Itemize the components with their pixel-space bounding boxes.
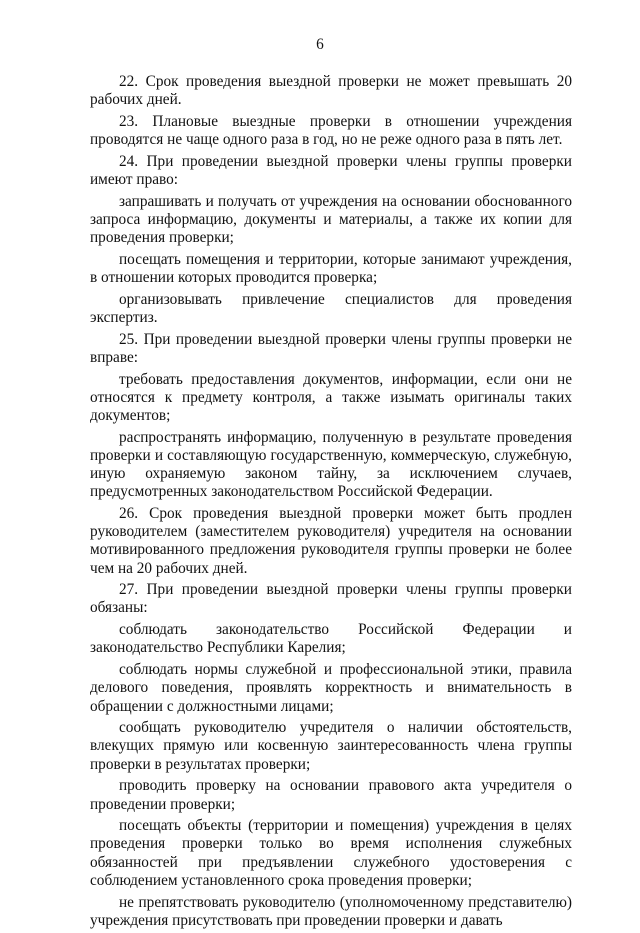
paragraph-24-item-request: запрашивать и получать от учреждения на основании обоснованного запроса информацию, документы и материалы, а также их копии для проведения проверки; <box>90 192 572 247</box>
paragraph-27-item-law: соблюдать законодательство Российской Федерации и законодательство Республики Карелия; <box>90 621 572 657</box>
paragraph-27-item-legal-act: проводить проверку на основании правового акта учредителя о проведении проверки; <box>90 777 572 813</box>
paragraph-27-item-ethics: соблюдать нормы служебной и профессиональной этики, правила делового поведения, проявлять корректность и внимательность в обращении с должностными лицами; <box>90 661 572 715</box>
page-number: 6 <box>316 36 324 53</box>
paragraph-24: 24. При проведении выездной проверки члены группы проверки имеют право: <box>90 152 572 189</box>
paragraph-24-item-experts: организовывать привлечение специалистов для проведения экспертиз. <box>90 290 572 326</box>
paragraph-27-item-interest: сообщать руководителю учредителя о наличии обстоятельств, влекущих прямую или косвенную заинтересованность члена группы проверки в результатах проверки; <box>90 719 572 773</box>
document-body <box>90 73 572 933</box>
paragraph-23: 23. Плановые выездные проверки в отношении учреждения проводятся не чаще одного раза в год, но не реже одного раза в пять лет. <box>90 112 572 149</box>
paragraph-27-item-presence: не препятствовать руководителю (уполномоченному представителю) учреждения присутствовать при проведении проверки и давать <box>90 893 572 929</box>
paragraph-25-item-disclose: распространять информацию, полученную в результате проведения проверки и составляющую государственную, коммерческую, служебную, иную охраняемую законом тайну, за исключением случаев, предусмотренных законодательством Российской Федерации. <box>90 428 572 501</box>
paragraph-25: 25. При проведении выездной проверки члены группы проверки не вправе: <box>90 330 572 366</box>
paragraph-22: 22. Срок проведения выездной проверки не может превышать 20 рабочих дней. <box>90 73 572 109</box>
paragraph-25-item-demand: требовать предоставления документов, информации, если они не относятся к предмету контроля, а также изымать оригиналы таких документов; <box>90 370 572 424</box>
paragraph-24-item-visit: посещать помещения и территории, которые занимают учреждения, в отношении которых проводится проверка; <box>90 250 572 287</box>
paragraph-27-item-premises: посещать объекты (территории и помещения) учреждения в целях проведения проверки только во время исполнения служебных обязанностей при предъявлении служебного удостоверения с соблюдением установленного срока проведения проверки; <box>90 817 572 889</box>
paragraph-27: 27. При проведении выездной проверки члены группы проверки обязаны: <box>90 581 572 617</box>
paragraph-26: 26. Срок проведения выездной проверки может быть продлен руководителем (заместителем руководителя) учредителя на основании мотивированного предложения руководителя группы проверки не более чем на 20 рабочих дней. <box>90 504 572 577</box>
